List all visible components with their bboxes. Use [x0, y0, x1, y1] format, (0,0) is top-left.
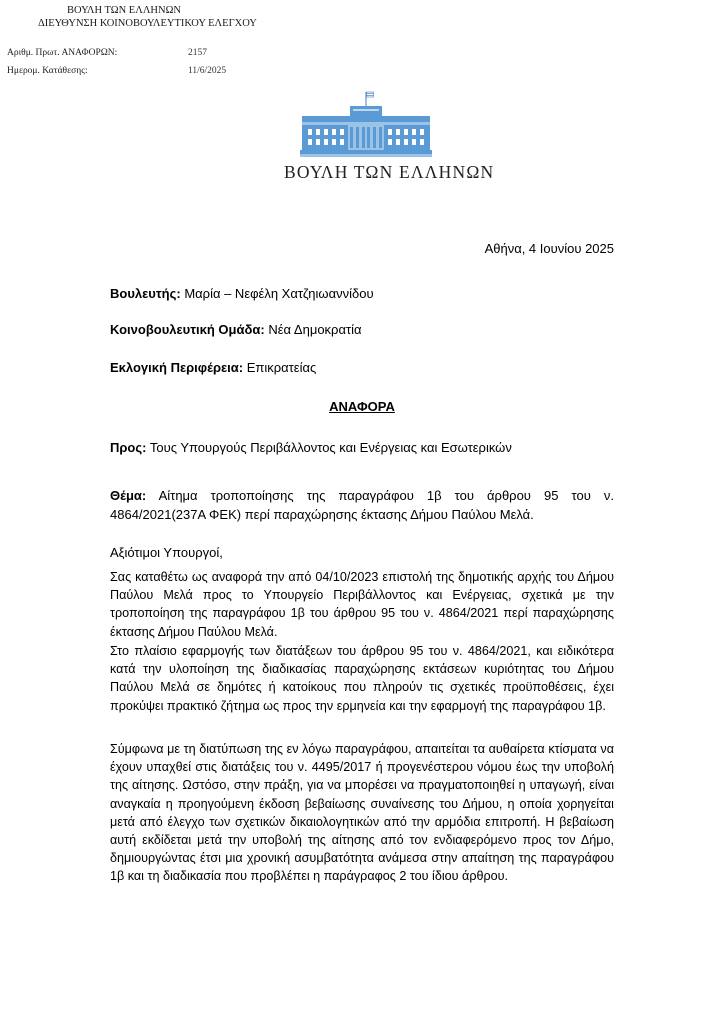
header-directorate: ΔΙΕΥΘΥΝΣΗ ΚΟΙΝΟΒΟΥΛΕΥΤΙΚΟΥ ΕΛΕΓΧΟΥ: [38, 18, 257, 29]
group-label: Κοινοβουλευτική Ομάδα:: [110, 322, 265, 337]
region-value: Επικρατείας: [246, 360, 317, 375]
recipient-value: Τους Υπουργούς Περιβάλλοντος και Ενέργειας και Εσωτερικών: [149, 440, 512, 455]
protocol-label: Αριθμ. Πρωτ. ΑΝΑΦΟΡΩΝ:: [7, 48, 118, 58]
subject-value: Αίτημα τροποποίησης της παραγράφου 1β του άρθρου 95 του ν. 4864/2021(237Α ΦΕΚ) περί παραχώρησης έκτασης Δήμου Παύλου Μελά.: [110, 488, 614, 522]
place-date: Αθήνα, 4 Ιουνίου 2025: [484, 241, 614, 256]
mp-field: [110, 286, 374, 301]
parliament-building-logo: [300, 86, 432, 158]
group-field: [110, 322, 362, 337]
body-paragraph-1: Σας καταθέτω ως αναφορά την από 04/10/2023 επιστολή της δημοτικής αρχής του Δήμου Παύλου Μελά προς το Υπουργείο Περιβάλλοντος και Ενέργειας, σχετικά με την τροποποίηση της παραγράφου 1β του άρθρου 95 του ν. 4864/2021 περί παραχώρησης έκτασης Δήμου Παύλου Μελά.: [110, 570, 614, 639]
mp-value: Μαρία – Νεφέλη Χατζηιωαννίδου: [184, 286, 374, 301]
document-title: ΑΝΑΦΟΡΑ: [329, 399, 395, 414]
parliament-logo-title: ΒΟΥΛΗ ΤΩΝ ΕΛΛΗΝΩΝ: [284, 162, 495, 182]
filing-date-label: Ημερομ. Κατάθεσης:: [7, 66, 88, 76]
region-label: Εκλογική Περιφέρεια:: [110, 360, 244, 375]
salutation: Αξιότιμοι Υπουργοί,: [110, 545, 223, 560]
mp-label: Βουλευτής:: [110, 286, 181, 301]
region-field: [110, 360, 316, 375]
header-parliament: ΒΟΥΛΗ ΤΩΝ ΕΛΛΗΝΩΝ: [67, 5, 181, 16]
recipient-field: [110, 440, 512, 455]
filing-date-value: 11/6/2025: [188, 66, 227, 76]
group-value: Νέα Δημοκρατία: [268, 322, 362, 337]
body-paragraph-3: Σύμφωνα με τη διατύπωση της εν λόγω παραγράφου, απαιτείται τα αυθαίρετα κτίσματα να έχουν υπαχθεί στις διατάξεις του ν. 4495/2017 ή προγενέστερου νόμου έως την υποβολή της αίτησης. Ωστόσο, στην πράξη, για να μπορέσει να πραγματοποιηθεί η υπαγωγή, είναι αναγκαία η προηγούμενη έκδοση βεβαίωσης συναίνεσης του Δήμου, η οποία χορηγείται μετά από έλεγχο των σχετικών δικαιολογητικών από την αρμόδια επιτροπή. Η βεβαίωση αυτή εκδίδεται μετά την υποβολή της αίτησης από τον ενδιαφερόμενο προς τον Δήμο, δημιουργώντας έτσι μια χρονική ασυμβατότητα ανάμεσα στην απαίτηση της παραγράφου 1β και τη διαδικασία που προβλέπει η παράγραφος 2 του ίδιου άρθρου.: [110, 742, 614, 884]
body-paragraph-2: Στο πλαίσιο εφαρμογής των διατάξεων του άρθρου 95 του ν. 4864/2021, και ειδικότερα κατά την υλοποίηση της διαδικασίας παραχώρησης εκτάσεων κυριότητας του Δήμου Παύλου Μελά σε δημότες ή κατοίκους που πληρούν τις σχετικές προϋποθέσεις, έχει προκύψει πρακτικό ζήτημα ως προς την ερμηνεία και την εφαρμογή της παραγράφου 1β.: [110, 644, 614, 713]
subject-field: [110, 486, 614, 524]
subject-label: Θέμα:: [110, 488, 147, 503]
protocol-value: 2157: [188, 48, 207, 58]
recipient-label: Προς:: [110, 440, 147, 455]
